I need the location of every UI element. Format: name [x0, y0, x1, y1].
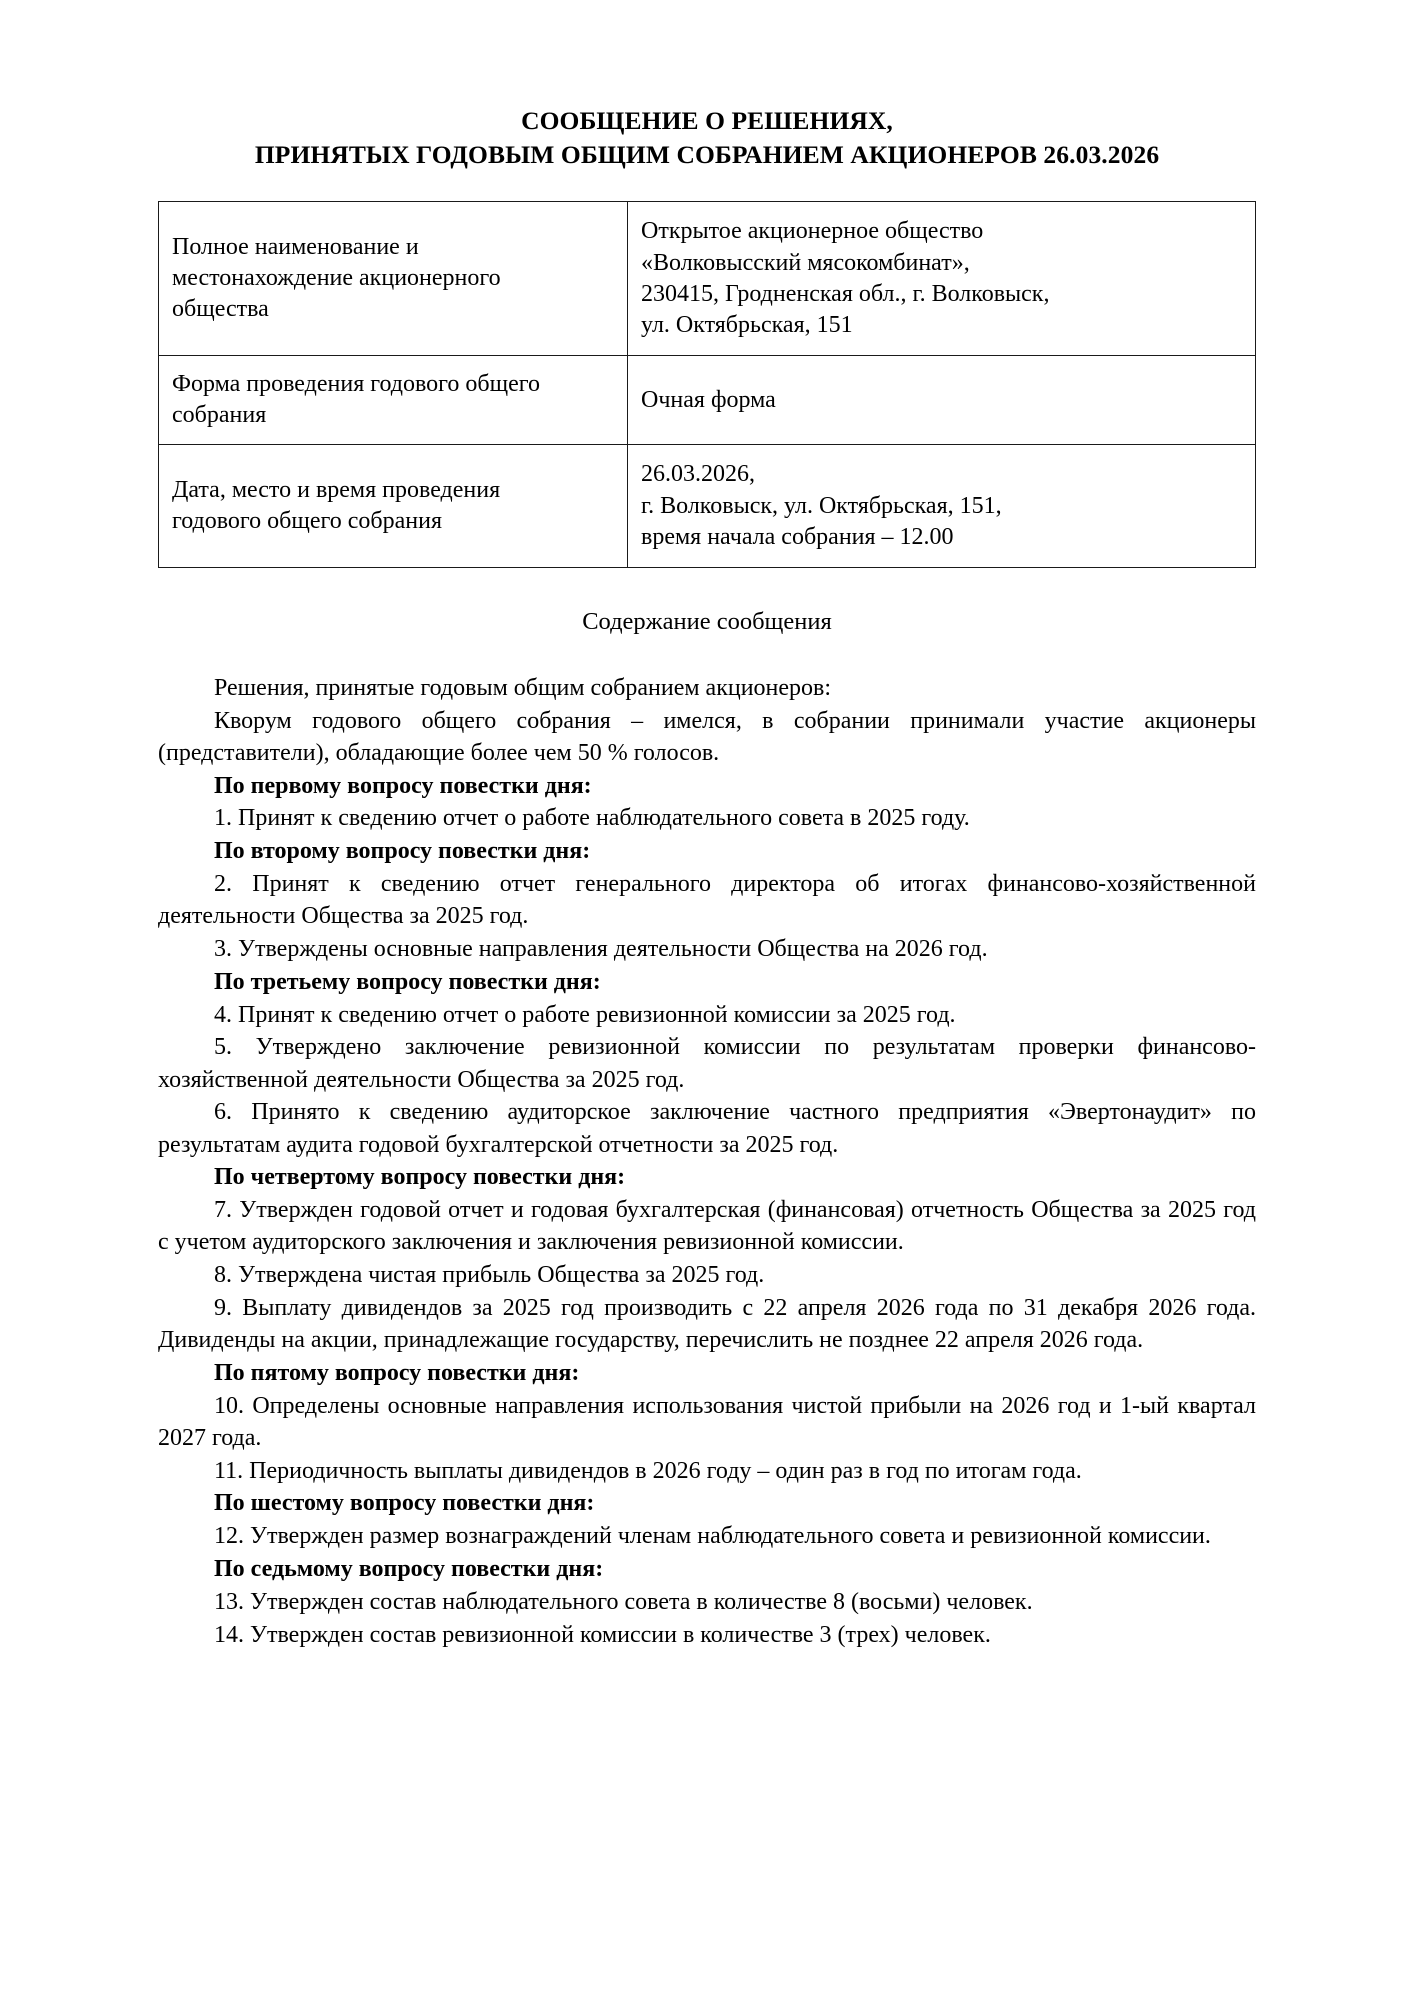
value-line: г. Волковыск, ул. Октябрьская, 151, — [641, 492, 1002, 519]
table-row — [159, 445, 1256, 568]
value-line: ул. Октябрьская, 151 — [641, 311, 853, 338]
agenda-item-heading: По первому вопросу повестки дня: — [214, 772, 592, 799]
value-line: Открытое акционерное общество — [641, 218, 984, 245]
agenda-item-heading: По пятому вопросу повестки дня: — [214, 1359, 580, 1386]
label-line: местонахождение акционерного — [172, 265, 501, 292]
page-title-line-1: СООБЩЕНИЕ О РЕШЕНИЯХ, — [521, 106, 893, 135]
table-row — [159, 356, 1256, 445]
body-paragraph: Решения, принятые годовым общим собранием акционеров: — [214, 674, 832, 701]
page-title — [158, 104, 1256, 171]
section-heading-message-content: Содержание сообщения — [582, 608, 832, 635]
value-line: «Волковысский мясокомбинат», — [641, 249, 970, 276]
body-paragraph: 12. Утвержден размер вознаграждений членам наблюдательного совета и ревизионной комиссии. — [214, 1523, 1211, 1550]
body-paragraph: 4. Принят к сведению отчет о работе ревизионной комиссии за 2025 год. — [214, 1001, 956, 1028]
body-paragraph: 10. Определены основные направления использования чистой прибыли на 2026 год и 1-ый квартал 2027 года. — [158, 1392, 1256, 1451]
agenda-item-heading: По четвертому вопросу повестки дня: — [214, 1164, 626, 1191]
label-line: Форма проведения годового общего — [172, 371, 541, 398]
body-paragraph: 2. Принят к сведению отчет генерального директора об итогах финансово-хозяйственной деятельности Общества за 2025 год. — [158, 870, 1256, 930]
body-paragraph: 8. Утверждена чистая прибыль Общества за 2025 год. — [214, 1262, 765, 1289]
table-row — [159, 202, 1256, 356]
body-paragraph: 6. Принято к сведению аудиторское заключение частного предприятия «Эвертонаудит» по результатам аудита годовой бухгалтерской отчетности за 2025 год. — [158, 1099, 1256, 1158]
value-line: 230415, Гродненская обл., г. Волковыск, — [641, 280, 1050, 307]
label-line: общества — [172, 296, 269, 323]
agenda-item-heading: По третьему вопросу повестки дня: — [214, 968, 601, 995]
meeting-info-table-body — [159, 202, 1256, 568]
body-paragraph: 13. Утвержден состав наблюдательного совета в количестве 8 (восьми) человек. — [214, 1588, 1033, 1615]
body-paragraph: Кворум годового общего собрания – имелся, в собрании принимали участие акционеры (представители), обладающие более чем 50 % голосов. — [158, 707, 1256, 766]
body-paragraph: 1. Принят к сведению отчет о работе наблюдательного совета в 2025 году. — [214, 805, 970, 832]
table-cell-value-company-name — [628, 202, 1256, 356]
value-line: Очная форма — [641, 386, 776, 413]
agenda-item-heading: По второму вопросу повестки дня: — [214, 838, 591, 865]
table-cell-label-meeting-form — [159, 356, 628, 445]
agenda-item-heading: По седьмому вопросу повестки дня: — [214, 1556, 604, 1583]
value-line: время начала собрания – 12.00 — [641, 523, 954, 550]
body-paragraph: 9. Выплату дивидендов за 2025 год производить с 22 апреля 2026 года по 31 декабря 2026 года. Дивиденды на акции, принадлежащие государству, перечислить не позднее 22 апреля 2026 года. — [158, 1294, 1256, 1354]
label-line: собрания — [172, 402, 267, 429]
table-cell-label-company-name — [159, 202, 628, 356]
table-cell-value-meeting-datetime — [628, 445, 1256, 568]
body-paragraph: 14. Утвержден состав ревизионной комиссии в количестве 3 (трех) человек. — [214, 1621, 991, 1648]
meeting-info-table — [158, 201, 1256, 568]
body-paragraph: 3. Утверждены основные направления деятельности Общества на 2026 год. — [214, 935, 988, 962]
table-cell-label-meeting-datetime — [159, 445, 628, 568]
page-title-line-2: ПРИНЯТЫХ ГОДОВЫМ ОБЩИМ СОБРАНИЕМ АКЦИОНЕРОВ 26.03.2026 — [254, 139, 1160, 169]
value-line: 26.03.2026, — [641, 461, 755, 488]
body-paragraph: 11. Периодичность выплаты дивидендов в 2026 году – один раз в год по итогам года. — [214, 1457, 1082, 1484]
agenda-item-heading: По шестому вопросу повестки дня: — [214, 1490, 595, 1517]
body-paragraph: 7. Утвержден годовой отчет и годовая бухгалтерская (финансовая) отчетность Общества за 2025 год с учетом аудиторского заключения и заключения ревизионной комиссии. — [158, 1197, 1256, 1256]
label-line: Полное наименование и — [172, 233, 419, 260]
body-paragraph: 5. Утверждено заключение ревизионной комиссии по результатам проверки финансово-хозяйственной деятельности Общества за 2025 год. — [158, 1034, 1256, 1093]
label-line: Дата, место и время проведения — [172, 477, 501, 504]
message-body — [158, 672, 1256, 1651]
label-line: годового общего собрания — [172, 508, 443, 535]
table-cell-value-meeting-form — [628, 356, 1256, 445]
